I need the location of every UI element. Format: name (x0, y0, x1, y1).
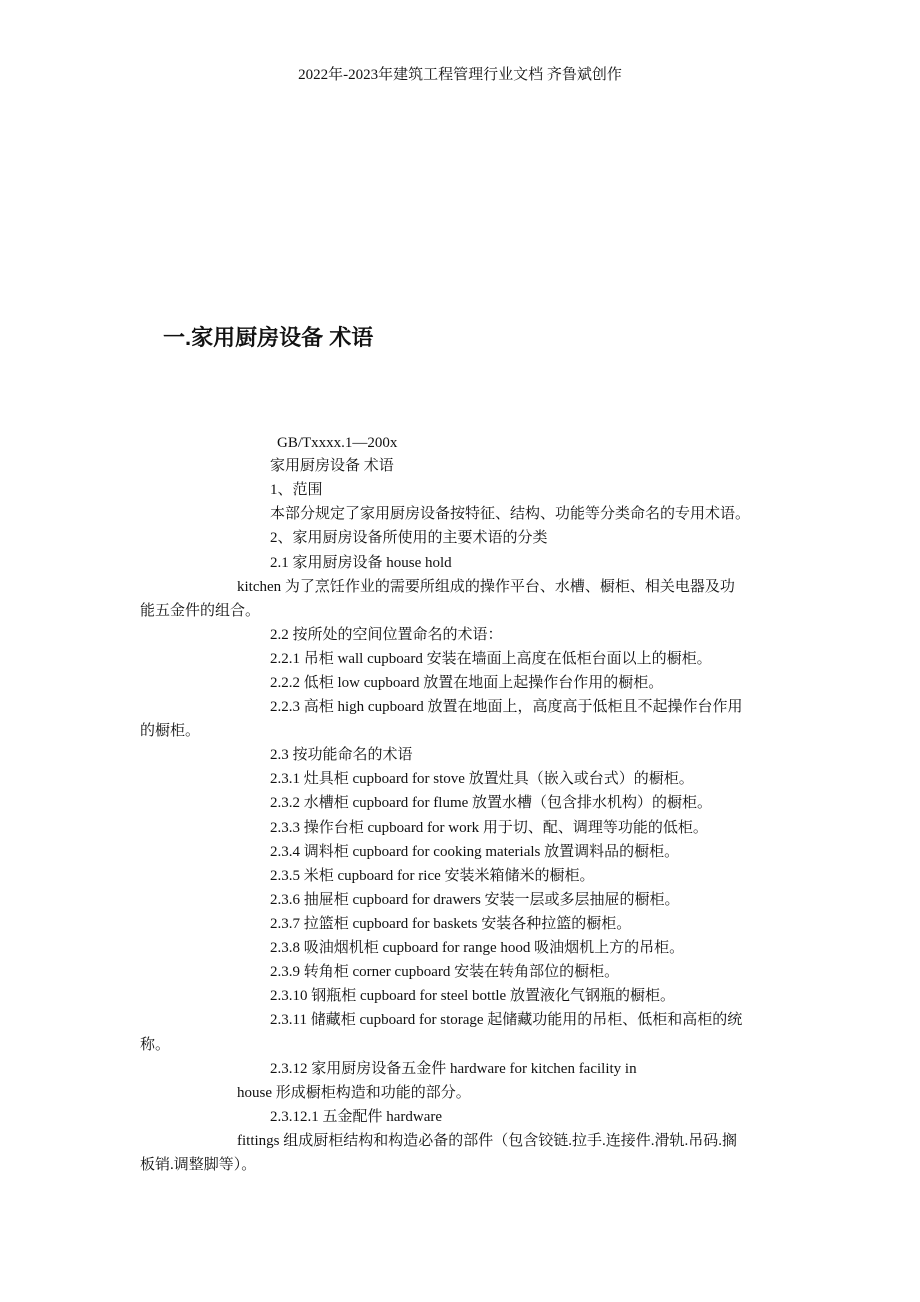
term-line: 2.3.12.1 五金配件 hardware (270, 1109, 443, 1125)
term-line: kitchen 为了烹饪作业的需要所组成的操作平台、水槽、橱柜、相关电器及功 (237, 579, 735, 595)
term-line: 2.3.7 拉篮柜 cupboard for baskets 安装各种拉篮的橱柜。 (270, 916, 632, 932)
document-title: 一.家用厨房设备 术语 (163, 325, 374, 350)
subsection-heading: 2.2 按所处的空间位置命名的术语： (270, 627, 503, 643)
term-line: 2.1 家用厨房设备 house hold (270, 555, 452, 571)
term-line: 板销.调整脚等）。 (140, 1157, 257, 1173)
term-line: 2.2.1 吊柜 wall cupboard 安装在墙面上高度在低柜台面以上的橱柜。 (270, 651, 712, 667)
page-header: 2022年-2023年建筑工程管理行业文档 齐鲁斌创作 (298, 67, 622, 83)
standard-number: GB/Txxxx.1—200x (277, 435, 398, 451)
standard-name: 家用厨房设备 术语 (270, 458, 394, 474)
term-line: 2.2.2 低柜 low cupboard 放置在地面上起操作台作用的橱柜。 (270, 675, 664, 691)
term-line: 2.3.5 米柜 cupboard for rice 安装米箱储米的橱柜。 (270, 868, 595, 884)
term-line: 2.3.4 调料柜 cupboard for cooking materials 放置调料品的橱柜。 (270, 844, 680, 860)
term-line: 2.3.10 钢瓶柜 cupboard for steel bottle 放置液化气钢瓶的橱柜。 (270, 988, 675, 1004)
term-line: 2.3.2 水槽柜 cupboard for flume 放置水槽（包含排水机构）的橱柜。 (270, 795, 713, 811)
term-line: 2.3.11 储藏柜 cupboard for storage 起储藏功能用的吊柜、低柜和高柜的统 (270, 1012, 743, 1028)
term-line: 2.3.6 抽屉柜 cupboard for drawers 安装一层或多层抽屉的橱柜。 (270, 892, 680, 908)
term-line: house 形成橱柜构造和功能的部分。 (237, 1085, 471, 1101)
term-line: 2.3.9 转角柜 corner cupboard 安装在转角部位的橱柜。 (270, 964, 620, 980)
term-line: 2.2.3 高柜 high cupboard 放置在地面上，高度高于低柜且不起操作台作用 (270, 699, 743, 715)
term-line: 的橱柜。 (140, 723, 201, 739)
term-line: 2.3.8 吸油烟机柜 cupboard for range hood 吸油烟机上方的吊柜。 (270, 940, 685, 956)
term-line: 2.3.1 灶具柜 cupboard for stove 放置灶具（嵌入或台式）的橱柜。 (270, 771, 694, 787)
term-line: 能五金件的组合。 (140, 603, 261, 619)
paragraph-line: 本部分规定了家用厨房设备按特征、结构、功能等分类命名的专用术语。 (270, 506, 751, 522)
term-line: fittings 组成厨柜结构和构造必备的部件（包含铰链.拉手.连接件.滑轨.吊码.搁 (237, 1133, 738, 1149)
subsection-heading: 2.3 按功能命名的术语 (270, 747, 413, 763)
term-line: 称。 (140, 1037, 171, 1053)
section-heading: 2、家用厨房设备所使用的主要术语的分类 (270, 530, 548, 546)
term-line: 2.3.12 家用厨房设备五金件 hardware for kitchen facility in (270, 1061, 637, 1077)
term-line: 2.3.3 操作台柜 cupboard for work 用于切、配、调理等功能的低柜。 (270, 820, 708, 836)
section-heading: 1、范围 (270, 482, 323, 498)
